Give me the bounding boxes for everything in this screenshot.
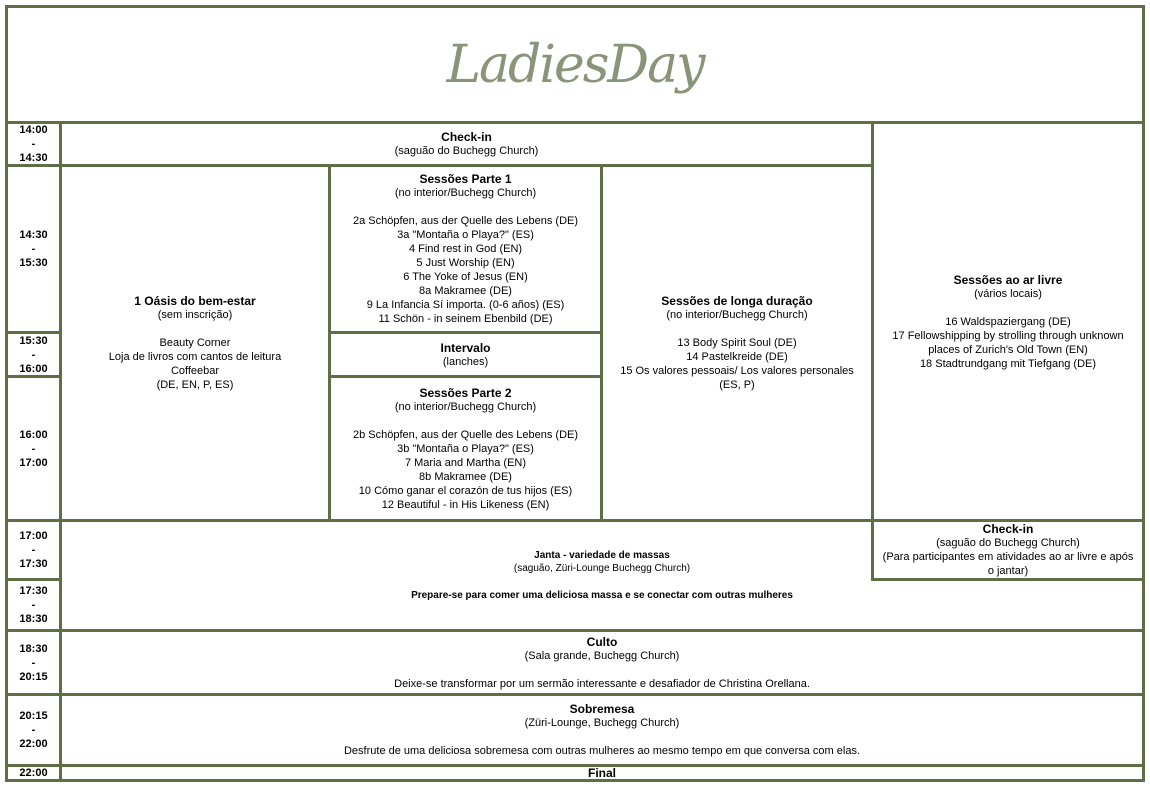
longa-item: (ES, P) (719, 379, 755, 391)
time-slot (5, 164, 62, 334)
time-end: 20:15 (19, 670, 48, 683)
part2-item: 10 Cómo ganar el corazón de tus hijos (ES) (358, 484, 573, 497)
janta-title: Janta - variedade de massas (534, 550, 670, 561)
long-sessions-cell (600, 164, 874, 522)
part2-item: 12 Beautiful - in His Likeness (EN) (381, 498, 550, 511)
part2-item: 2b Schöpfen, aus der Quelle des Lebens (DE) (352, 428, 579, 441)
part1-title: Sessões Parte 1 (419, 172, 512, 186)
time-end: 14:30 (19, 152, 48, 164)
part2-place: (no interior/Buchegg Church) (394, 400, 537, 413)
janta-desc: Prepare-se para comer uma deliciosa massa e se conectar com outras mulheres (411, 590, 793, 601)
time-start: 17:30 (19, 585, 48, 597)
outdoor-title: Sessões ao ar livre (953, 272, 1063, 287)
final-title: Final (587, 766, 616, 780)
intervalo-title: Intervalo (440, 340, 491, 355)
time-end: 15:30 (19, 257, 48, 269)
checkin2-line: (saguão do Buchegg Church) (936, 537, 1080, 549)
checkin2-cell (871, 519, 1145, 581)
time-end: 16:00 (19, 362, 48, 375)
checkin-title: Check-in (441, 130, 492, 144)
intervalo-cell (328, 331, 603, 378)
time-dash: - (31, 724, 36, 736)
part1-place: (no interior/Buchegg Church) (394, 187, 537, 199)
part1-item: 11 Schön - in seinem Ebenbild (DE) (378, 313, 553, 325)
checkin-cell (59, 121, 874, 167)
oasis-item: Coffeebar (170, 365, 220, 377)
checkin2-title: Check-in (982, 522, 1034, 536)
time-end: 17:30 (19, 558, 48, 570)
outdoor-item: 18 Stadtrundgang mit Tiefgang (DE) (919, 357, 1097, 370)
time-dash: - (31, 243, 36, 255)
sobremesa-desc: Desfrute de uma deliciosa sobremesa com outras mulheres ao mesmo tempo em que conversa com elas. (343, 745, 860, 757)
sessions-part2-cell (328, 375, 603, 522)
time-start: 18:30 (19, 642, 48, 655)
time-end: 17:00 (19, 456, 48, 469)
outdoor-sessions-cell (871, 121, 1145, 522)
oasis-title: 1 Oásis do bem-estar (134, 294, 256, 308)
time-slot (5, 629, 62, 696)
oasis-cell (59, 164, 331, 522)
time-dash: - (31, 544, 36, 556)
longa-item: 14 Pastelkreide (DE) (686, 351, 788, 363)
part1-item: 8a Makramee (DE) (419, 285, 512, 297)
time-slot (5, 121, 62, 167)
longa-item: 15 Os valores pessoais/ Los valores personales (620, 365, 854, 377)
time-end: 18:30 (19, 613, 48, 625)
checkin2-line: o jantar) (987, 565, 1029, 577)
culto-desc: Deixe-se transformar por um sermão interessante e desafiador de Christina Orellana. (394, 677, 810, 690)
outdoor-item: places of Zurich's Old Town (EN) (928, 343, 1088, 356)
time-start: 16:00 (19, 428, 48, 441)
part1-item: 5 Just Worship (EN) (416, 257, 515, 269)
oasis-item: Beauty Corner (159, 337, 231, 349)
intervalo-note: (lanches) (442, 355, 489, 368)
outdoor-place: (vários locais) (974, 287, 1042, 300)
final-cell (59, 764, 1145, 782)
dessert-cell (59, 693, 1145, 767)
time-dash: - (31, 656, 36, 669)
time-slot (5, 519, 62, 581)
time-dash: - (31, 599, 36, 611)
ladies-day-logo: LadiesDay (446, 34, 704, 95)
time-start: 14:00 (19, 124, 48, 136)
longa-item: 13 Body Spirit Soul (DE) (677, 337, 797, 349)
oasis-item: Loja de livros com cantos de leitura (108, 351, 282, 363)
sobremesa-place: (Züri-Lounge, Buchegg Church) (524, 717, 680, 729)
time-start: 22:00 (19, 767, 48, 779)
time-slot (5, 578, 62, 632)
part1-item: 4 Find rest in God (EN) (408, 243, 523, 255)
checkin2-line: (Para participantes em atividades ao ar livre e após (882, 551, 1134, 563)
sessions-part1-cell (328, 164, 603, 334)
time-start: 15:30 (19, 334, 48, 347)
culto-place: (Sala grande, Buchegg Church) (524, 649, 680, 662)
sobremesa-title: Sobremesa (569, 702, 635, 716)
worship-cell (59, 629, 1145, 696)
time-slot (5, 693, 62, 767)
oasis-item: (DE, EN, P, ES) (156, 379, 234, 391)
time-end: 22:00 (19, 738, 48, 750)
time-start: 14:30 (19, 229, 48, 241)
outdoor-item: 17 Fellowshipping by strolling through unknown (892, 329, 1124, 342)
time-slot (5, 764, 62, 782)
oasis-note: (sem inscrição) (157, 309, 233, 321)
time-start: 20:15 (19, 710, 48, 722)
longa-title: Sessões de longa duração (661, 294, 813, 308)
part1-item: 9 La Infancia Sí importa. (0-6 años) (ES) (366, 299, 565, 311)
time-dash: - (31, 138, 36, 150)
part1-item: 3a "Montaña o Playa?" (ES) (397, 229, 534, 241)
header-banner (5, 5, 1145, 124)
part2-item: 3b "Montaña o Playa?" (ES) (397, 442, 534, 455)
time-start: 17:00 (19, 530, 48, 542)
time-slot (5, 331, 62, 378)
longa-place: (no interior/Buchegg Church) (666, 309, 808, 321)
checkin-place: (saguão do Buchegg Church) (394, 145, 539, 157)
culto-title: Culto (586, 634, 618, 649)
time-slot (5, 375, 62, 522)
time-dash: - (31, 348, 36, 361)
part2-item: 7 Maria and Martha (EN) (404, 456, 527, 469)
part2-title: Sessões Parte 2 (419, 385, 512, 400)
outdoor-item: 16 Waldspaziergang (DE) (945, 315, 1071, 328)
part1-item: 6 The Yoke of Jesus (EN) (403, 271, 528, 283)
janta-place: (saguão, Züri-Lounge Buchegg Church) (513, 563, 691, 574)
time-dash: - (31, 442, 36, 455)
part1-item: 2a Schöpfen, aus der Quelle des Lebens (DE) (352, 215, 579, 227)
part2-item: 8b Makramee (DE) (419, 470, 512, 483)
